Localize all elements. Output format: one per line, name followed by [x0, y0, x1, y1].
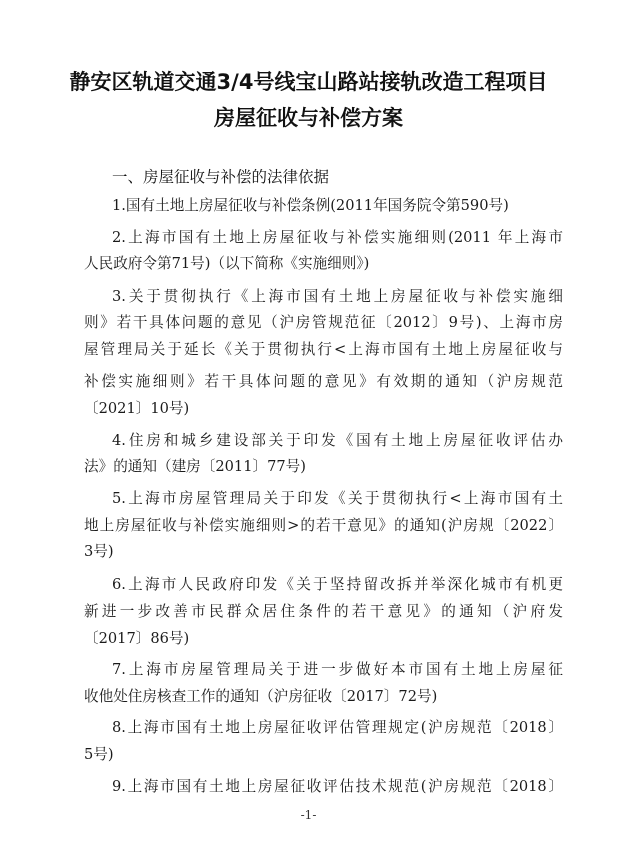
item-6-line-2: 新进一步改善市民群众居住条件的若干意见》的通知（沪府发: [84, 603, 563, 620]
page-number: -1-: [300, 808, 317, 822]
item-8-line-1: 8.上海市国有土地上房屋征收评估管理规定(沪房规范〔2018〕: [112, 719, 563, 736]
document-title-line-2: 房屋征收与补偿方案: [214, 106, 403, 130]
item-9-line-1: 9.上海市国有土地上房屋征收评估技术规范(沪房规范〔2018〕: [112, 778, 563, 795]
item-1-line-1: 1.国有土地上房屋征收与补偿条例(2011年国务院令第590号): [112, 197, 509, 214]
item-5-line-1: 5.上海市房屋管理局关于印发《关于贯彻执行<上海市国有土: [112, 490, 563, 507]
item-2-line-2: 人民政府令第71号)（以下简称《实施细则》): [84, 255, 370, 272]
item-6-line-1: 6.上海市人民政府印发《关于坚持留改拆并举深化城市有机更: [112, 576, 563, 593]
item-3-line-1: 3.关于贯彻执行《上海市国有土地上房屋征收与补偿实施细: [112, 288, 563, 305]
section-heading: 一、房屋征收与补偿的法律依据: [112, 168, 330, 186]
item-5-line-2: 地上房屋征收与补偿实施细则>的若干意见》的通知(沪房规〔2022〕: [84, 517, 563, 534]
item-3-line-2: 则》若干具体问题的意见（沪房管规范征〔2012〕9号)、上海市房: [84, 314, 563, 331]
item-4-line-2: 法》的通知（建房〔2011〕77号): [84, 458, 306, 475]
item-3-line-3: 屋管理局关于延长《关于贯彻执行<上海市国有土地上房屋征收与: [84, 341, 563, 358]
item-3-line-4: 补偿实施细则》若干具体问题的意见》有效期的通知（沪房规范: [84, 373, 563, 390]
item-2-line-1: 2.上海市国有土地上房屋征收与补偿实施细则(2011 年上海市: [112, 229, 563, 246]
item-7-line-1: 7.上海市房屋管理局关于进一步做好本市国有土地上房屋征: [112, 661, 563, 678]
document-title-line-1: 静安区轨道交通3/4号线宝山路站接轨改造工程项目: [69, 70, 548, 94]
item-3-line-5: 〔2021〕10号): [84, 400, 190, 417]
item-6-line-3: 〔2017〕86号): [84, 630, 190, 647]
item-8-line-2: 5号): [84, 746, 114, 763]
item-4-line-1: 4.住房和城乡建设部关于印发《国有土地上房屋征收评估办: [112, 432, 563, 449]
item-5-line-3: 3号): [84, 543, 114, 560]
item-7-line-2: 收他处住房核查工作的通知（沪房征收〔2017〕72号): [84, 688, 438, 705]
